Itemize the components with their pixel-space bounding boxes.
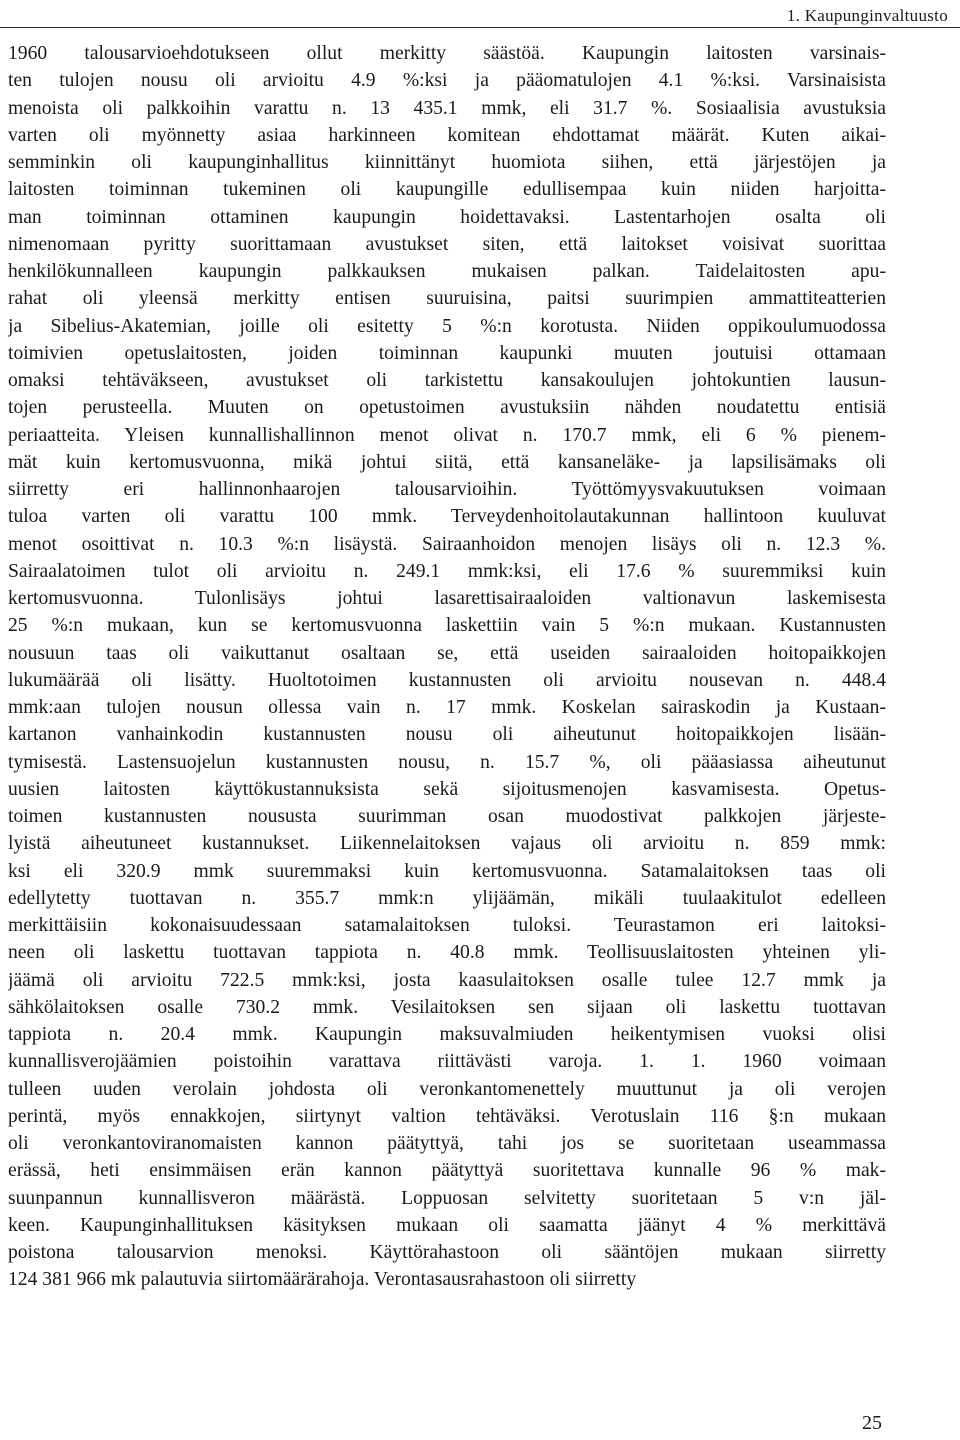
text-line: oli veronkantoviranomaisten kannon päätyttyä, tahi jos se suoritetaan useammassa	[8, 1133, 886, 1154]
text-line: tuloa varten oli varattu 100 mmk. Terveydenhoitolautakunnan hallintoon kuuluvat	[8, 506, 886, 528]
text-line: merkittäisiin kokonaisuudessaan satamalaitoksen tuloksi. Teurastamon eri laitoksi-	[8, 915, 886, 936]
text-line: jäämä oli arvioitu 722.5 mmk:ksi, josta kaasulaitoksen osalle tulee 12.7 mmk ja	[8, 969, 886, 991]
text-line: tojen perusteella. Muuten on opetustoimen avustuksiin nähden noudatettu entisiä	[8, 397, 886, 419]
running-header: 1. Kaupunginvaltuusto	[786, 6, 948, 25]
text-line: henkilökunnalleen kaupungin palkkauksen mukaisen palkan. Taidelaitosten apu-	[8, 261, 886, 282]
text-line: kartanon vanhainkodin kustannusten nousu oli aiheutunut hoitopaikkojen lisään-	[8, 724, 886, 746]
text-line: toimen kustannusten noususta suurimman osan muodostivat palkkojen järjeste-	[8, 806, 886, 827]
text-line: 124 381 966 mk palautuvia siirtomäärärahoja. Verontasausrahastoon oli siirretty	[8, 1269, 637, 1291]
header-rule	[0, 27, 960, 28]
text-line: kunnallisverojäämien poistoihin varattava riittävästi varoja. 1. 1. 1960 voimaan	[8, 1051, 886, 1073]
text-line: man toiminnan ottaminen kaupungin hoidettavaksi. Lastentarhojen osalta oli	[8, 206, 886, 228]
text-line: lyistä aiheutuneet kustannukset. Liikennelaitoksen vajaus oli arvioitu n. 859 mmk:	[8, 833, 886, 855]
text-line: varten oli myönnetty asiaa harkinneen komitean ehdottamat määrät. Kuten aikai-	[8, 124, 886, 146]
text-line: edellytetty tuottavan n. 355.7 mmk:n ylijäämän, mikäli tuulaakitulot edelleen	[8, 887, 886, 909]
text-line: rahat oli yleensä merkitty entisen suuruisina, paitsi suurimpien ammattiteatterien	[8, 288, 886, 310]
text-line: menot osoittivat n. 10.3 %:n lisäystä. Sairaanhoidon menojen lisäys oli n. 12.3 %.	[8, 533, 886, 555]
text-line: keen. Kaupunginhallituksen käsityksen mukaan oli saamatta jäänyt 4 % merkittävä	[8, 1214, 886, 1236]
text-line: lukumäärää oli lisätty. Huoltotoimen kustannusten oli arvioitu nousevan n. 448.4	[8, 669, 886, 691]
text-line: toimivien opetuslaitosten, joiden toiminnan kaupunki muuten joutuisi ottamaan	[8, 342, 886, 364]
text-line: omaksi tehtäväkseen, avustukset oli tarkistettu kansakoulujen johtokuntien lausun-	[8, 370, 886, 391]
text-line: uusien laitosten käyttökustannuksista sekä sijoitusmenojen kasvamisesta. Opetus-	[8, 778, 886, 800]
text-line: periaatteita. Yleisen kunnallishallinnon menot olivat n. 170.7 mmk, eli 6 % pienem-	[8, 424, 886, 446]
text-line: suunpannun kunnallisveron määrästä. Loppuosan selvitetty suoritetaan 5 v:n jäl-	[8, 1187, 886, 1209]
body-text	[8, 40, 886, 1294]
text-line: laitosten toiminnan tukeminen oli kaupungille edullisempaa kuin niiden harjoitta-	[8, 179, 886, 201]
text-line: 1960 talousarvioehdotukseen ollut merkitty säästöä. Kaupungin laitosten varsinais-	[8, 43, 886, 64]
text-line: perintä, myös ennakkojen, siirtynyt valtion tehtäväksi. Verotuslain 116 §:n mukaan	[8, 1105, 886, 1127]
page-number: 25	[862, 1412, 882, 1434]
text-line: erässä, heti ensimmäisen erän kannon päätyttyä suoritettava kunnalle 96 % mak-	[8, 1160, 886, 1182]
text-line: menoista oli palkkoihin varattu n. 13 435.1 mmk, eli 31.7 %. Sosiaalisia avustuksia	[8, 97, 886, 119]
text-line: tulleen uuden verolain johdosta oli veronkantomenettely muuttunut ja oli verojen	[8, 1078, 886, 1100]
text-line: kertomusvuonna. Tulonlisäys johtui lasarettisairaaloiden valtionavun laskemisesta	[8, 588, 886, 609]
text-line: poistona talousarvion menoksi. Käyttörahastoon oli sääntöjen mukaan siirretty	[8, 1242, 886, 1263]
text-line: mät kuin kertomusvuonna, mikä johtui siitä, että kansaneläke- ja lapsilisämaks oli	[8, 451, 886, 473]
text-line: tymisestä. Lastensuojelun kustannusten nousu, n. 15.7 %, oli pääasiassa aiheutunut	[8, 751, 886, 773]
text-line: ten tulojen nousu oli arvioitu 4.9 %:ksi ja pääomatulojen 4.1 %:ksi. Varsinaisista	[8, 70, 886, 92]
text-line: semminkin oli kaupunginhallitus kiinnittänyt huomiota siihen, että järjestöjen ja	[8, 152, 886, 173]
text-line: neen oli laskettu tuottavan tappiota n. 40.8 mmk. Teollisuuslaitosten yhteinen yli-	[8, 942, 886, 964]
text-line: siirretty eri hallinnonhaarojen talousarvioihin. Työttömyysvakuutuksen voimaan	[8, 479, 886, 500]
text-line: nousuun taas oli vaikuttanut osaltaan se, että useiden sairaaloiden hoitopaikkojen	[8, 642, 886, 664]
text-line: sähkölaitoksen osalle 730.2 mmk. Vesilaitoksen sen sijaan oli laskettu tuottavan	[8, 996, 886, 1018]
text-line: tappiota n. 20.4 mmk. Kaupungin maksuvalmiuden heikentymisen vuoksi olisi	[8, 1024, 886, 1045]
text-line: nimenomaan pyritty suorittamaan avustukset siten, että laitokset voisivat suorittaa	[8, 233, 886, 255]
text-line: Sairaalatoimen tulot oli arvioitu n. 249.1 mmk:ksi, eli 17.6 % suuremmiksi kuin	[8, 560, 886, 582]
text-line: 25 %:n mukaan, kun se kertomusvuonna laskettiin vain 5 %:n mukaan. Kustannusten	[8, 615, 886, 637]
text-line: mmk:aan tulojen nousun ollessa vain n. 17 mmk. Koskelan sairaskodin ja Kustaan-	[8, 697, 886, 718]
text-line: ja Sibelius-Akatemian, joille oli esitetty 5 %:n korotusta. Niiden oppikoulumuodossa	[8, 315, 886, 337]
text-line: ksi eli 320.9 mmk suuremmaksi kuin kertomusvuonna. Satamalaitoksen taas oli	[8, 860, 886, 882]
